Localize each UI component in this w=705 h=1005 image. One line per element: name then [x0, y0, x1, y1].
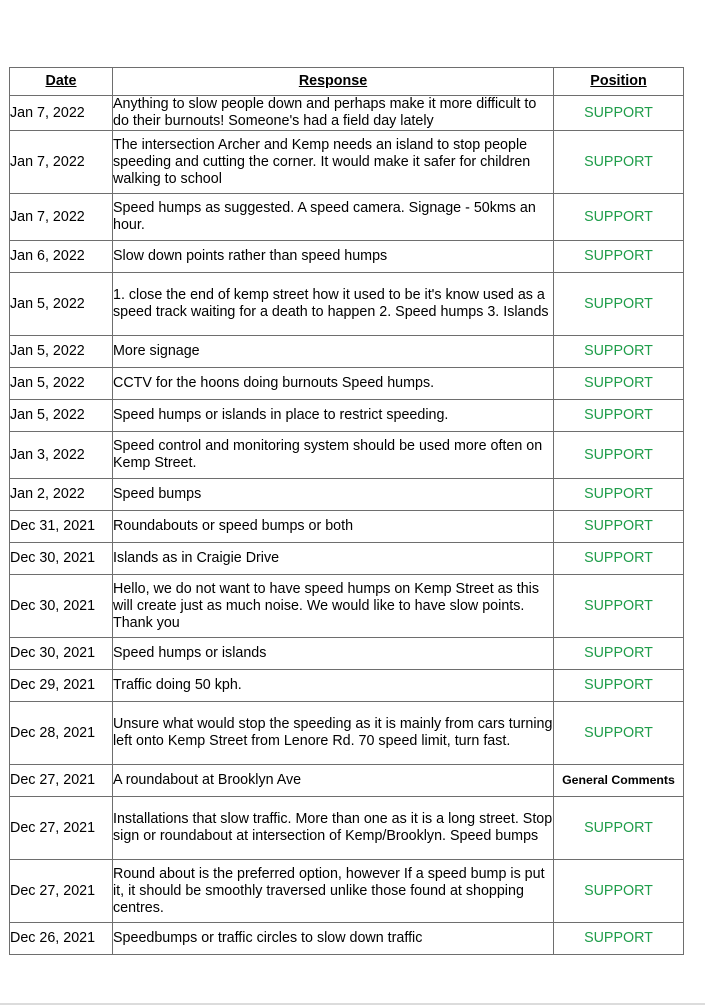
date-cell: Dec 27, 2021: [10, 765, 113, 797]
table-row: [10, 702, 684, 765]
response-cell: A roundabout at Brooklyn Ave: [113, 765, 554, 797]
date-cell: Jan 6, 2022: [10, 241, 113, 273]
date-cell: Dec 28, 2021: [10, 702, 113, 765]
position-cell: SUPPORT: [554, 575, 684, 638]
position-cell: SUPPORT: [554, 670, 684, 702]
table-row: [10, 131, 684, 194]
response-cell: Islands as in Craigie Drive: [113, 543, 554, 575]
position-cell: SUPPORT: [554, 368, 684, 400]
date-cell: Dec 26, 2021: [10, 923, 113, 955]
header-response: Response: [113, 68, 554, 96]
table-row: [10, 575, 684, 638]
table-row: [10, 638, 684, 670]
date-cell: Jan 7, 2022: [10, 194, 113, 241]
response-cell: Speed bumps: [113, 479, 554, 511]
position-cell: SUPPORT: [554, 797, 684, 860]
table-row: [10, 797, 684, 860]
position-cell: SUPPORT: [554, 194, 684, 241]
date-cell: Jan 3, 2022: [10, 432, 113, 479]
table-row: [10, 543, 684, 575]
date-cell: Jan 5, 2022: [10, 368, 113, 400]
position-cell: SUPPORT: [554, 479, 684, 511]
response-cell: Hello, we do not want to have speed humps on Kemp Street as this will create just as much noise. We would like to have slow points. Thank you: [113, 575, 554, 638]
position-cell: SUPPORT: [554, 131, 684, 194]
date-cell: Dec 31, 2021: [10, 511, 113, 543]
position-cell: SUPPORT: [554, 860, 684, 923]
table-row: [10, 860, 684, 923]
response-cell: More signage: [113, 336, 554, 368]
date-cell: Dec 29, 2021: [10, 670, 113, 702]
date-cell: Jan 5, 2022: [10, 273, 113, 336]
date-cell: Dec 30, 2021: [10, 638, 113, 670]
response-cell: Roundabouts or speed bumps or both: [113, 511, 554, 543]
response-cell: CCTV for the hoons doing burnouts Speed humps.: [113, 368, 554, 400]
date-cell: Jan 2, 2022: [10, 479, 113, 511]
position-cell: SUPPORT: [554, 273, 684, 336]
response-cell: 1. close the end of kemp street how it used to be it's know used as a speed track waiting for a death to happen 2. Speed humps 3. Islands: [113, 273, 554, 336]
position-cell: SUPPORT: [554, 96, 684, 131]
table-row: [10, 194, 684, 241]
position-cell: General Comments: [554, 765, 684, 797]
position-cell: SUPPORT: [554, 702, 684, 765]
date-cell: Jan 7, 2022: [10, 131, 113, 194]
header-date: Date: [10, 68, 113, 96]
date-cell: Dec 27, 2021: [10, 860, 113, 923]
position-cell: SUPPORT: [554, 543, 684, 575]
date-cell: Jan 5, 2022: [10, 400, 113, 432]
response-cell: Speed humps or islands: [113, 638, 554, 670]
position-cell: SUPPORT: [554, 511, 684, 543]
response-cell: Speed humps or islands in place to restrict speeding.: [113, 400, 554, 432]
position-cell: SUPPORT: [554, 241, 684, 273]
response-cell: Anything to slow people down and perhaps make it more difficult to do their burnouts! Someone's had a field day lately: [113, 96, 554, 131]
response-cell: Installations that slow traffic. More than one as it is a long street. Stop sign or roundabout at intersection of Kemp/Brooklyn. Speed bumps: [113, 797, 554, 860]
position-cell: SUPPORT: [554, 638, 684, 670]
response-cell: Speed humps as suggested. A speed camera. Signage - 50kms an hour.: [113, 194, 554, 241]
position-cell: SUPPORT: [554, 336, 684, 368]
table-row: [10, 765, 684, 797]
response-cell: Slow down points rather than speed humps: [113, 241, 554, 273]
response-cell: Round about is the preferred option, however If a speed bump is put it, it should be smoothly traversed unlike those found at shopping centres.: [113, 860, 554, 923]
table-row: [10, 479, 684, 511]
response-cell: Speedbumps or traffic circles to slow down traffic: [113, 923, 554, 955]
response-cell: The intersection Archer and Kemp needs an island to stop people speeding and cutting the corner. It would make it safer for children walking to school: [113, 131, 554, 194]
response-cell: Speed control and monitoring system should be used more often on Kemp Street.: [113, 432, 554, 479]
date-cell: Dec 27, 2021: [10, 797, 113, 860]
table-row: [10, 400, 684, 432]
header-position: Position: [554, 68, 684, 96]
position-cell: SUPPORT: [554, 432, 684, 479]
table-row: [10, 670, 684, 702]
response-cell: Unsure what would stop the speeding as it is mainly from cars turning left onto Kemp Street from Lenore Rd. 70 speed limit, turn fast.: [113, 702, 554, 765]
position-cell: SUPPORT: [554, 400, 684, 432]
position-cell: SUPPORT: [554, 923, 684, 955]
date-cell: Jan 5, 2022: [10, 336, 113, 368]
table-row: [10, 511, 684, 543]
date-cell: Dec 30, 2021: [10, 543, 113, 575]
table-row: [10, 241, 684, 273]
table-row: [10, 923, 684, 955]
table-row: [10, 336, 684, 368]
header-row: [10, 68, 684, 96]
feedback-table: [9, 67, 684, 955]
date-cell: Jan 7, 2022: [10, 96, 113, 131]
table-row: [10, 96, 684, 131]
table-row: [10, 273, 684, 336]
date-cell: Dec 30, 2021: [10, 575, 113, 638]
table-row: [10, 432, 684, 479]
table-row: [10, 368, 684, 400]
response-cell: Traffic doing 50 kph.: [113, 670, 554, 702]
